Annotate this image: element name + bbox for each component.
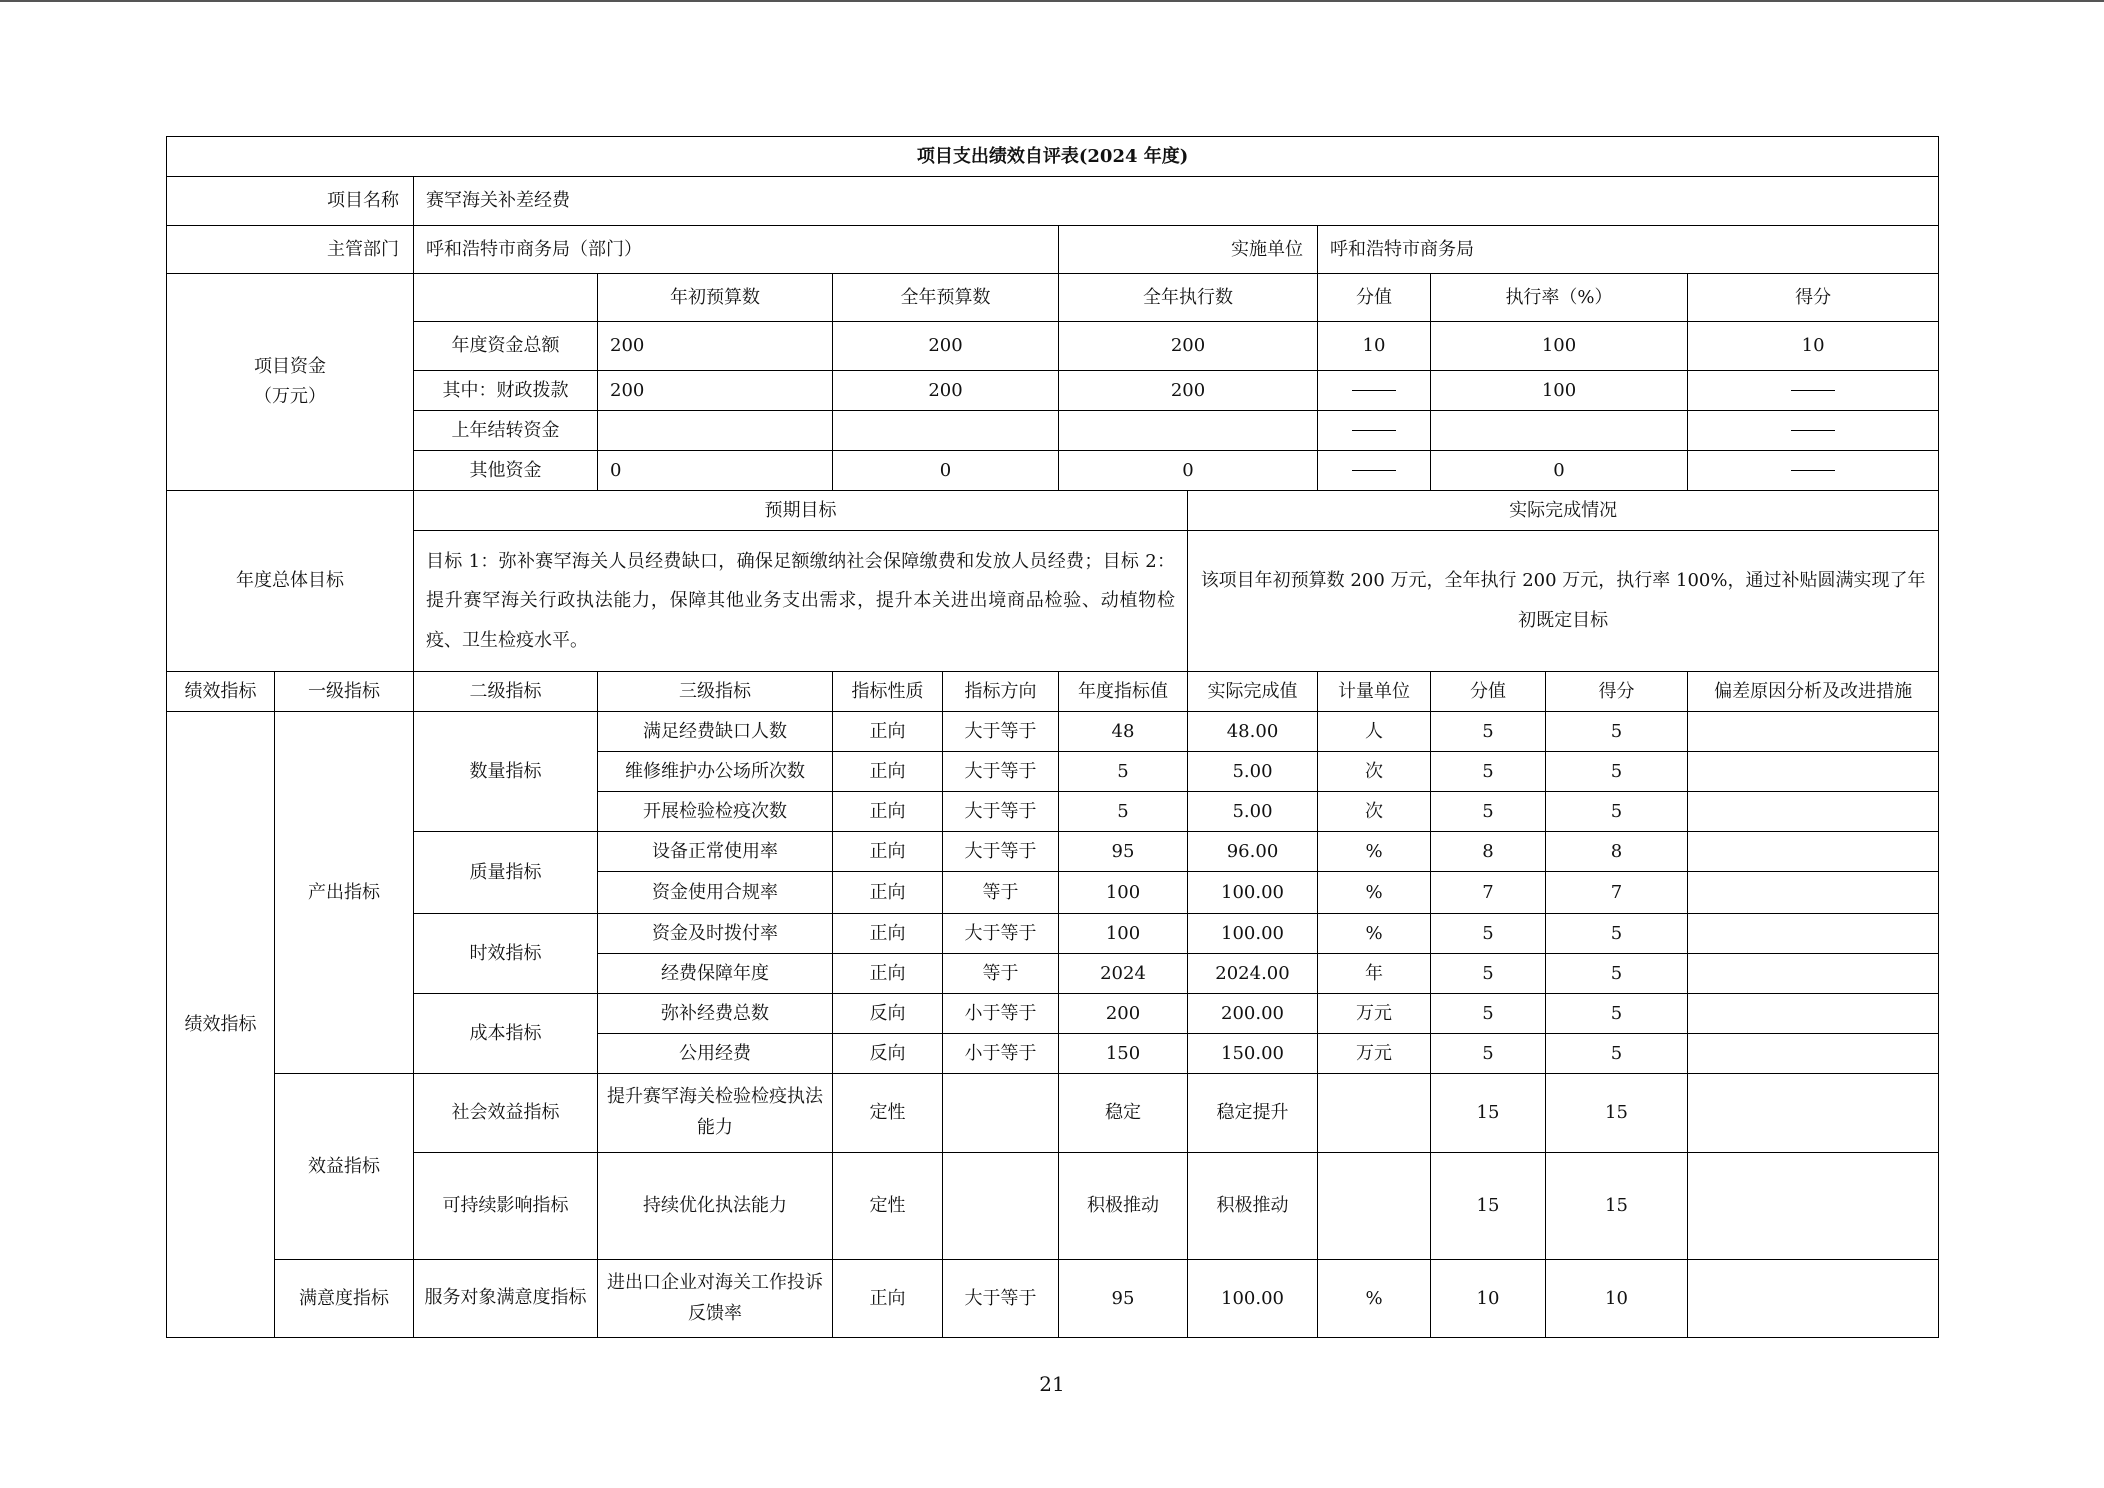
indicator-unit: 次 (1318, 792, 1431, 832)
goals-header-row (167, 491, 1939, 531)
project-name-value: 赛罕海关补差经费 (414, 177, 1939, 226)
indicator-note (1688, 1034, 1939, 1074)
funds-row-label: 上年结转资金 (414, 411, 598, 451)
department-row (167, 226, 1939, 274)
indicator-target: 积极推动 (1059, 1153, 1188, 1260)
funds-header-rate: 执行率（%） (1431, 274, 1688, 322)
indicator-score: 5 (1546, 994, 1688, 1034)
level1-output: 产出指标 (275, 712, 414, 1074)
indicator-target: 5 (1059, 752, 1188, 792)
indicator-value: 5 (1431, 994, 1546, 1034)
indicator-direction: 等于 (943, 872, 1059, 914)
funds-initial: 0 (598, 451, 833, 491)
indicator-nature: 定性 (833, 1153, 943, 1260)
funds-initial (598, 411, 833, 451)
indicator-value: 15 (1431, 1074, 1546, 1153)
indicator-note (1688, 712, 1939, 752)
ind-header-performance: 绩效指标 (167, 672, 275, 712)
indicator-name: 资金使用合规率 (598, 872, 833, 914)
ind-header-nature: 指标性质 (833, 672, 943, 712)
indicator-nature: 正向 (833, 954, 943, 994)
funds-header-row (167, 274, 1939, 322)
indicator-direction (943, 1153, 1059, 1260)
indicator-score: 5 (1546, 752, 1688, 792)
table-row (167, 1074, 1939, 1153)
indicator-actual: 200.00 (1188, 994, 1318, 1034)
indicator-target: 95 (1059, 1260, 1188, 1338)
indicator-nature: 正向 (833, 752, 943, 792)
ind-header-target: 年度指标值 (1059, 672, 1188, 712)
indicator-nature: 反向 (833, 1034, 943, 1074)
ind-header-actual: 实际完成值 (1188, 672, 1318, 712)
indicator-target: 100 (1059, 872, 1188, 914)
indicator-nature: 正向 (833, 914, 943, 954)
indicator-name: 资金及时拨付率 (598, 914, 833, 954)
funds-label-line1: 项目资金 (254, 356, 326, 378)
funds-row-label: 年度资金总额 (414, 322, 598, 371)
ind-header-level2: 二级指标 (414, 672, 598, 712)
funds-rate: 100 (1431, 322, 1688, 371)
indicator-unit: 万元 (1318, 1034, 1431, 1074)
indicator-nature: 正向 (833, 872, 943, 914)
level2-sustainable-impact: 可持续影响指标 (414, 1153, 598, 1260)
level1-satisfaction: 满意度指标 (275, 1260, 414, 1338)
funds-executed (1059, 411, 1318, 451)
indicator-target: 150 (1059, 1034, 1188, 1074)
funds-score-value: 10 (1318, 322, 1431, 371)
table-row (167, 994, 1939, 1034)
indicator-actual: 稳定提升 (1188, 1074, 1318, 1153)
indicator-direction: 大于等于 (943, 712, 1059, 752)
project-name-label: 项目名称 (167, 177, 414, 226)
performance-evaluation-sheet (166, 136, 1938, 1338)
indicator-direction: 大于等于 (943, 1260, 1059, 1338)
indicator-score: 5 (1546, 712, 1688, 752)
funds-annual: 200 (833, 322, 1059, 371)
indicator-actual: 5.00 (1188, 752, 1318, 792)
indicator-actual: 96.00 (1188, 832, 1318, 872)
indicator-note (1688, 1260, 1939, 1338)
indicator-score: 7 (1546, 872, 1688, 914)
title-row (167, 137, 1939, 177)
project-name-row (167, 177, 1939, 226)
ind-header-value: 分值 (1431, 672, 1546, 712)
indicator-note (1688, 872, 1939, 914)
performance-side-label: 绩效指标 (167, 712, 275, 1338)
indicator-score: 5 (1546, 914, 1688, 954)
indicator-direction (943, 1074, 1059, 1153)
funds-row-total (167, 322, 1939, 371)
indicator-target: 5 (1059, 792, 1188, 832)
level1-benefit: 效益指标 (275, 1074, 414, 1260)
indicator-value: 15 (1431, 1153, 1546, 1260)
indicator-nature: 正向 (833, 832, 943, 872)
funds-rate: 100 (1431, 371, 1688, 411)
goals-content-row (167, 531, 1939, 672)
funds-header-score-value: 分值 (1318, 274, 1431, 322)
indicator-score: 5 (1546, 792, 1688, 832)
indicator-score: 10 (1546, 1260, 1688, 1338)
level2-service-satisfaction: 服务对象满意度指标 (414, 1260, 598, 1338)
indicator-target: 稳定 (1059, 1074, 1188, 1153)
indicator-header-row (167, 672, 1939, 712)
indicator-name: 经费保障年度 (598, 954, 833, 994)
funds-score-value-dash (1318, 411, 1431, 451)
indicator-name: 弥补经费总数 (598, 994, 833, 1034)
indicator-direction: 小于等于 (943, 1034, 1059, 1074)
funds-header-annual: 全年预算数 (833, 274, 1059, 322)
indicator-note (1688, 752, 1939, 792)
indicator-note (1688, 914, 1939, 954)
indicator-value: 5 (1431, 954, 1546, 994)
indicator-actual: 100.00 (1188, 1260, 1318, 1338)
level2-social-benefit: 社会效益指标 (414, 1074, 598, 1153)
funds-rate (1431, 411, 1688, 451)
table-row (167, 1153, 1939, 1260)
funds-row-label: 其中：财政拨款 (414, 371, 598, 411)
funds-rate: 0 (1431, 451, 1688, 491)
level2-timeliness: 时效指标 (414, 914, 598, 994)
funds-row-other (167, 451, 1939, 491)
indicator-value: 8 (1431, 832, 1546, 872)
funds-score-dash (1688, 451, 1939, 491)
indicator-nature: 正向 (833, 792, 943, 832)
funds-annual: 0 (833, 451, 1059, 491)
page-number: 21 (1039, 1372, 1065, 1396)
funds-score-dash (1688, 411, 1939, 451)
indicator-actual: 48.00 (1188, 712, 1318, 752)
indicator-value: 5 (1431, 752, 1546, 792)
indicator-actual: 5.00 (1188, 792, 1318, 832)
funds-label (167, 274, 414, 491)
indicator-unit: % (1318, 872, 1431, 914)
indicator-name: 设备正常使用率 (598, 832, 833, 872)
indicator-value: 5 (1431, 712, 1546, 752)
indicator-unit: % (1318, 832, 1431, 872)
impl-label: 实施单位 (1059, 226, 1318, 274)
indicator-target: 2024 (1059, 954, 1188, 994)
indicator-name: 维修维护办公场所次数 (598, 752, 833, 792)
indicator-direction: 大于等于 (943, 832, 1059, 872)
funds-header-executed: 全年执行数 (1059, 274, 1318, 322)
dash-mark (1352, 470, 1396, 471)
indicator-score: 8 (1546, 832, 1688, 872)
dash-mark (1352, 430, 1396, 431)
indicator-score: 15 (1546, 1153, 1688, 1260)
indicator-note (1688, 792, 1939, 832)
dash-mark (1791, 390, 1835, 391)
expected-goal-header: 预期目标 (414, 491, 1188, 531)
indicator-note (1688, 832, 1939, 872)
actual-result-header: 实际完成情况 (1188, 491, 1939, 531)
funds-row-fiscal (167, 371, 1939, 411)
indicator-unit: 万元 (1318, 994, 1431, 1034)
indicator-actual: 150.00 (1188, 1034, 1318, 1074)
indicator-name: 开展检验检疫次数 (598, 792, 833, 832)
ind-header-level3: 三级指标 (598, 672, 833, 712)
indicator-unit (1318, 1153, 1431, 1260)
ind-header-unit: 计量单位 (1318, 672, 1431, 712)
table-row (167, 712, 1939, 752)
dash-mark (1791, 470, 1835, 471)
impl-value: 呼和浩特市商务局 (1318, 226, 1939, 274)
funds-label-line2: （万元） (254, 386, 326, 407)
funds-score-value-dash (1318, 371, 1431, 411)
indicator-name: 公用经费 (598, 1034, 833, 1074)
indicator-name: 提升赛罕海关检验检疫执法能力 (598, 1074, 833, 1153)
table-row (167, 914, 1939, 954)
indicator-unit: 年 (1318, 954, 1431, 994)
funds-header-initial: 年初预算数 (598, 274, 833, 322)
expected-goal-text: 目标 1：弥补赛罕海关人员经费缺口，确保足额缴纳社会保障缴费和发放人员经费；目标 2：提升赛罕海关行政执法能力，保障其他业务支出需求，提升本关进出境商品检验、动植物检疫、卫生检疫水平。 (414, 531, 1188, 672)
indicator-score: 5 (1546, 954, 1688, 994)
dash-mark (1352, 390, 1396, 391)
indicator-nature: 定性 (833, 1074, 943, 1153)
indicator-note (1688, 1074, 1939, 1153)
indicator-score: 15 (1546, 1074, 1688, 1153)
indicator-note (1688, 954, 1939, 994)
funds-annual: 200 (833, 371, 1059, 411)
funds-header-score: 得分 (1688, 274, 1939, 322)
funds-score: 10 (1688, 322, 1939, 371)
goals-label: 年度总体目标 (167, 491, 414, 672)
funds-header-blank (414, 274, 598, 322)
indicator-value: 5 (1431, 792, 1546, 832)
level2-quality: 质量指标 (414, 832, 598, 914)
indicator-name: 满足经费缺口人数 (598, 712, 833, 752)
funds-executed: 200 (1059, 371, 1318, 411)
funds-executed: 0 (1059, 451, 1318, 491)
funds-initial: 200 (598, 371, 833, 411)
ind-header-direction: 指标方向 (943, 672, 1059, 712)
dash-mark (1791, 430, 1835, 431)
ind-header-note: 偏差原因分析及改进措施 (1688, 672, 1939, 712)
indicator-name: 持续优化执法能力 (598, 1153, 833, 1260)
table-title: 项目支出绩效自评表(2024 年度) (167, 137, 1939, 177)
indicator-actual: 100.00 (1188, 914, 1318, 954)
indicator-target: 100 (1059, 914, 1188, 954)
indicator-nature: 正向 (833, 1260, 943, 1338)
funds-row-label: 其他资金 (414, 451, 598, 491)
top-border-line (0, 0, 2104, 2)
funds-initial: 200 (598, 322, 833, 371)
indicator-nature: 反向 (833, 994, 943, 1034)
indicator-actual: 2024.00 (1188, 954, 1318, 994)
indicator-actual: 积极推动 (1188, 1153, 1318, 1260)
indicator-target: 48 (1059, 712, 1188, 752)
indicator-note (1688, 1153, 1939, 1260)
table-row (167, 832, 1939, 872)
funds-score-dash (1688, 371, 1939, 411)
level2-quantity: 数量指标 (414, 712, 598, 832)
indicator-note (1688, 994, 1939, 1034)
indicator-actual: 100.00 (1188, 872, 1318, 914)
indicator-unit: 人 (1318, 712, 1431, 752)
indicator-value: 5 (1431, 1034, 1546, 1074)
indicator-unit: 次 (1318, 752, 1431, 792)
indicator-target: 200 (1059, 994, 1188, 1034)
indicator-unit: % (1318, 1260, 1431, 1338)
performance-table (166, 136, 1939, 1338)
dept-value: 呼和浩特市商务局（部门） (414, 226, 1059, 274)
funds-annual (833, 411, 1059, 451)
indicator-target: 95 (1059, 832, 1188, 872)
indicator-value: 10 (1431, 1260, 1546, 1338)
indicator-nature: 正向 (833, 712, 943, 752)
ind-header-score: 得分 (1546, 672, 1688, 712)
level2-cost: 成本指标 (414, 994, 598, 1074)
dept-label: 主管部门 (167, 226, 414, 274)
indicator-direction: 大于等于 (943, 914, 1059, 954)
funds-row-carryover (167, 411, 1939, 451)
table-row (167, 1260, 1939, 1338)
indicator-name: 进出口企业对海关工作投诉反馈率 (598, 1260, 833, 1338)
indicator-direction: 等于 (943, 954, 1059, 994)
indicator-value: 7 (1431, 872, 1546, 914)
funds-score-value-dash (1318, 451, 1431, 491)
indicator-score: 5 (1546, 1034, 1688, 1074)
actual-result-text: 该项目年初预算数 200 万元，全年执行 200 万元，执行率 100%，通过补贴圆满实现了年初既定目标 (1188, 531, 1939, 672)
indicator-direction: 小于等于 (943, 994, 1059, 1034)
funds-executed: 200 (1059, 322, 1318, 371)
indicator-unit: % (1318, 914, 1431, 954)
indicator-value: 5 (1431, 914, 1546, 954)
indicator-unit (1318, 1074, 1431, 1153)
indicator-direction: 大于等于 (943, 752, 1059, 792)
ind-header-level1: 一级指标 (275, 672, 414, 712)
indicator-direction: 大于等于 (943, 792, 1059, 832)
